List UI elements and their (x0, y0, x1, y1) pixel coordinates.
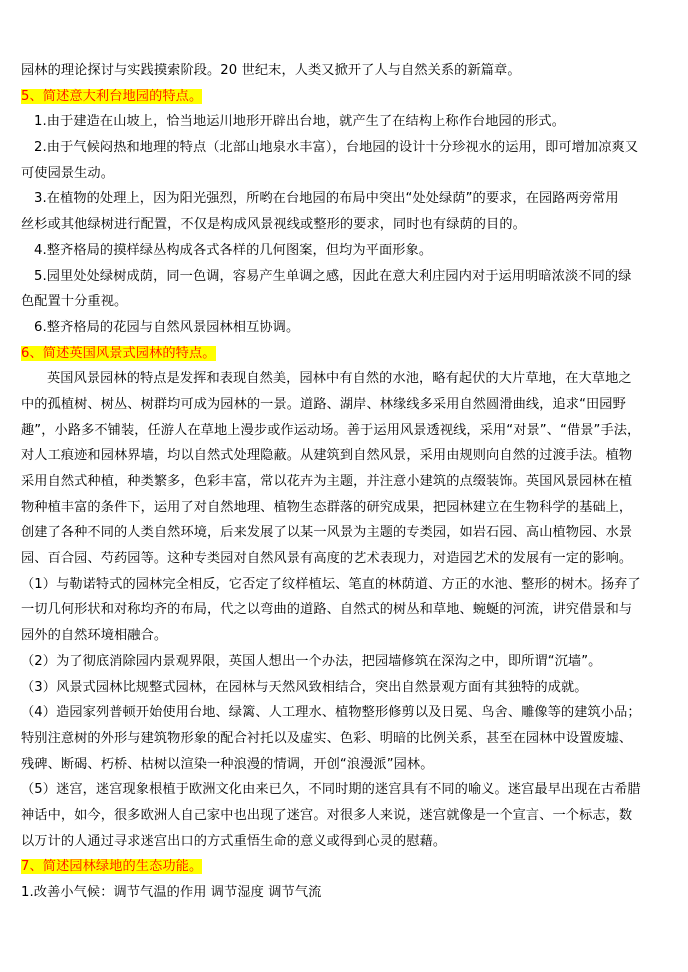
document-page (21, 58, 671, 906)
text-line: 6.整齐格局的花园与自然风景园林相互协调。 (34, 319, 300, 335)
text-line: 色配置十分重视。 (21, 294, 128, 310)
section-heading (21, 341, 671, 367)
text-line: 3.在植物的处理上，因为阳光强烈，所哟在台地园的布局中突出“处处绿荫”的要求，在园路两旁常用 (34, 191, 619, 207)
text-line: 5.园里处处绿树成荫，同一色调，容易产生单调之感，因此在意大利庄园内对于运用明暗浓淡不同的绿 (34, 268, 632, 284)
text-line: 以万计的人通过寻求迷宫出口的方式重悟生命的意义或得到心灵的慰藉。 (21, 833, 447, 849)
text-line: （5）迷宫，迷宫现象根植于欧洲文化由来已久，不同时期的迷宫具有不同的喻义。迷宫最早出现在古希腊 (21, 782, 641, 798)
section-heading (21, 84, 671, 110)
text-line: 对人工痕迹和园林界墙，均以自然式处理隐蔽。从建筑到自然风景，采用由规则向自然的过渡手法。植物 (21, 448, 633, 464)
section-heading-text: 7、简述园林绿地的生态功能。 (21, 859, 203, 875)
text-line: 残碑、断碣、朽桥、枯树以渲染一种浪漫的情调，开创“浪漫派”园林。 (21, 756, 434, 772)
text-line: 丝杉或其他绿树进行配置，不仅是构成风景视线或整形的要求，同时也有绿荫的目的。 (21, 217, 526, 233)
text-line: 4.整齐格局的摸样绿丛构成各式各样的几何图案，但均为平面形象。 (34, 242, 433, 258)
text-line: 采用自然式种植，种类繁多，色彩丰富，常以花卉为主题，并注意小建筑的点缀装饰。英国风景园林在植 (21, 474, 633, 489)
text-line: 园外的自然环境相融合。 (21, 628, 168, 644)
section-heading-text: 6、简述英国风景式园林的特点。 (21, 345, 216, 361)
text-line: 英国风景园林的特点是发挥和表现自然美，园林中有自然的水池，略有起伏的大片草地，在大草地之 (47, 371, 632, 387)
text-line: 可使园景生动。 (21, 165, 115, 181)
text-line: 特别注意树的外形与建筑物形象的配合衬托以及虚实、色彩、明暗的比例关系，甚至在园林中设置废墟、 (21, 730, 633, 746)
text-line: 中的孤植树、树丛、树群均可成为园林的一景。道路、湖岸、林缘线多采用自然圆滑曲线，追求“田园野 (21, 396, 626, 412)
text-line: （1）与勒诺特式的园林完全相反，它否定了纹样植坛、笔直的林荫道、方正的水池、整形的树木。扬弃了 (21, 576, 641, 592)
text-line: 1.由于建造在山坡上，恰当地运川地形开辟出台地，就产生了在结构上称作台地园的形式。 (34, 114, 565, 130)
text-line: （2）为了彻底消除园内景观界限，英国人想出一个办法，把园墙修筑在深沟之中，即所谓“沉墙”。 (21, 653, 602, 669)
text-line: 1.改善小气候：调节气温的作用 调节湿度 调节气流 (21, 885, 322, 900)
text-line: 园林的理论探讨与实践摸索阶段。20 世纪末，人类又掀开了人与自然关系的新篇章。 (21, 63, 521, 78)
text-line: 创建了各种不同的人类自然环境，后来发展了以某一风景为主题的专类园，如岩石园、高山植物园、水景 (21, 525, 633, 541)
text-line: （3）风景式园林比规整式园林，在园林与天然风致相结合，突出自然景观方面有其独特的成就。 (21, 679, 588, 695)
text-line: （4）造园家列普顿开始使用台地、绿篱、人工理水、植物整形修剪以及日冕、鸟舍、雕像等的建筑小品； (21, 705, 641, 721)
text-line: 趣”，小路多不铺装，任游人在草地上漫步或作运动场。善于运用风景透视线，采用“对景”、“借景”手法， (21, 422, 641, 438)
text-line: 2.由于气候闷热和地理的特点（北部山地泉水丰富），台地园的设计十分珍视水的运用，即可增加凉爽又 (34, 140, 639, 156)
section-heading (21, 854, 671, 880)
text-line: 园、百合园、芍药园等。这种专类园对自然风景有高度的艺术表现力，对造园艺术的发展有一定的影响。 (21, 551, 633, 567)
text-line: 物种植丰富的条件下，运用了对自然地理、植物生态群落的研究成果，把园林建立在生物科学的基础上， (21, 499, 633, 515)
text-line: 一切几何形状和对称均齐的布局，代之以弯曲的道路、自然式的树丛和草地、蜿蜒的河流，讲究借景和与 (21, 602, 633, 618)
text-line: 神话中，如今，很多欧洲人自己家中也出现了迷宫。对很多人来说，迷宫就像是一个宣言、一个标志，数 (21, 807, 633, 823)
section-heading-text: 5、简述意大利台地园的特点。 (21, 88, 203, 104)
